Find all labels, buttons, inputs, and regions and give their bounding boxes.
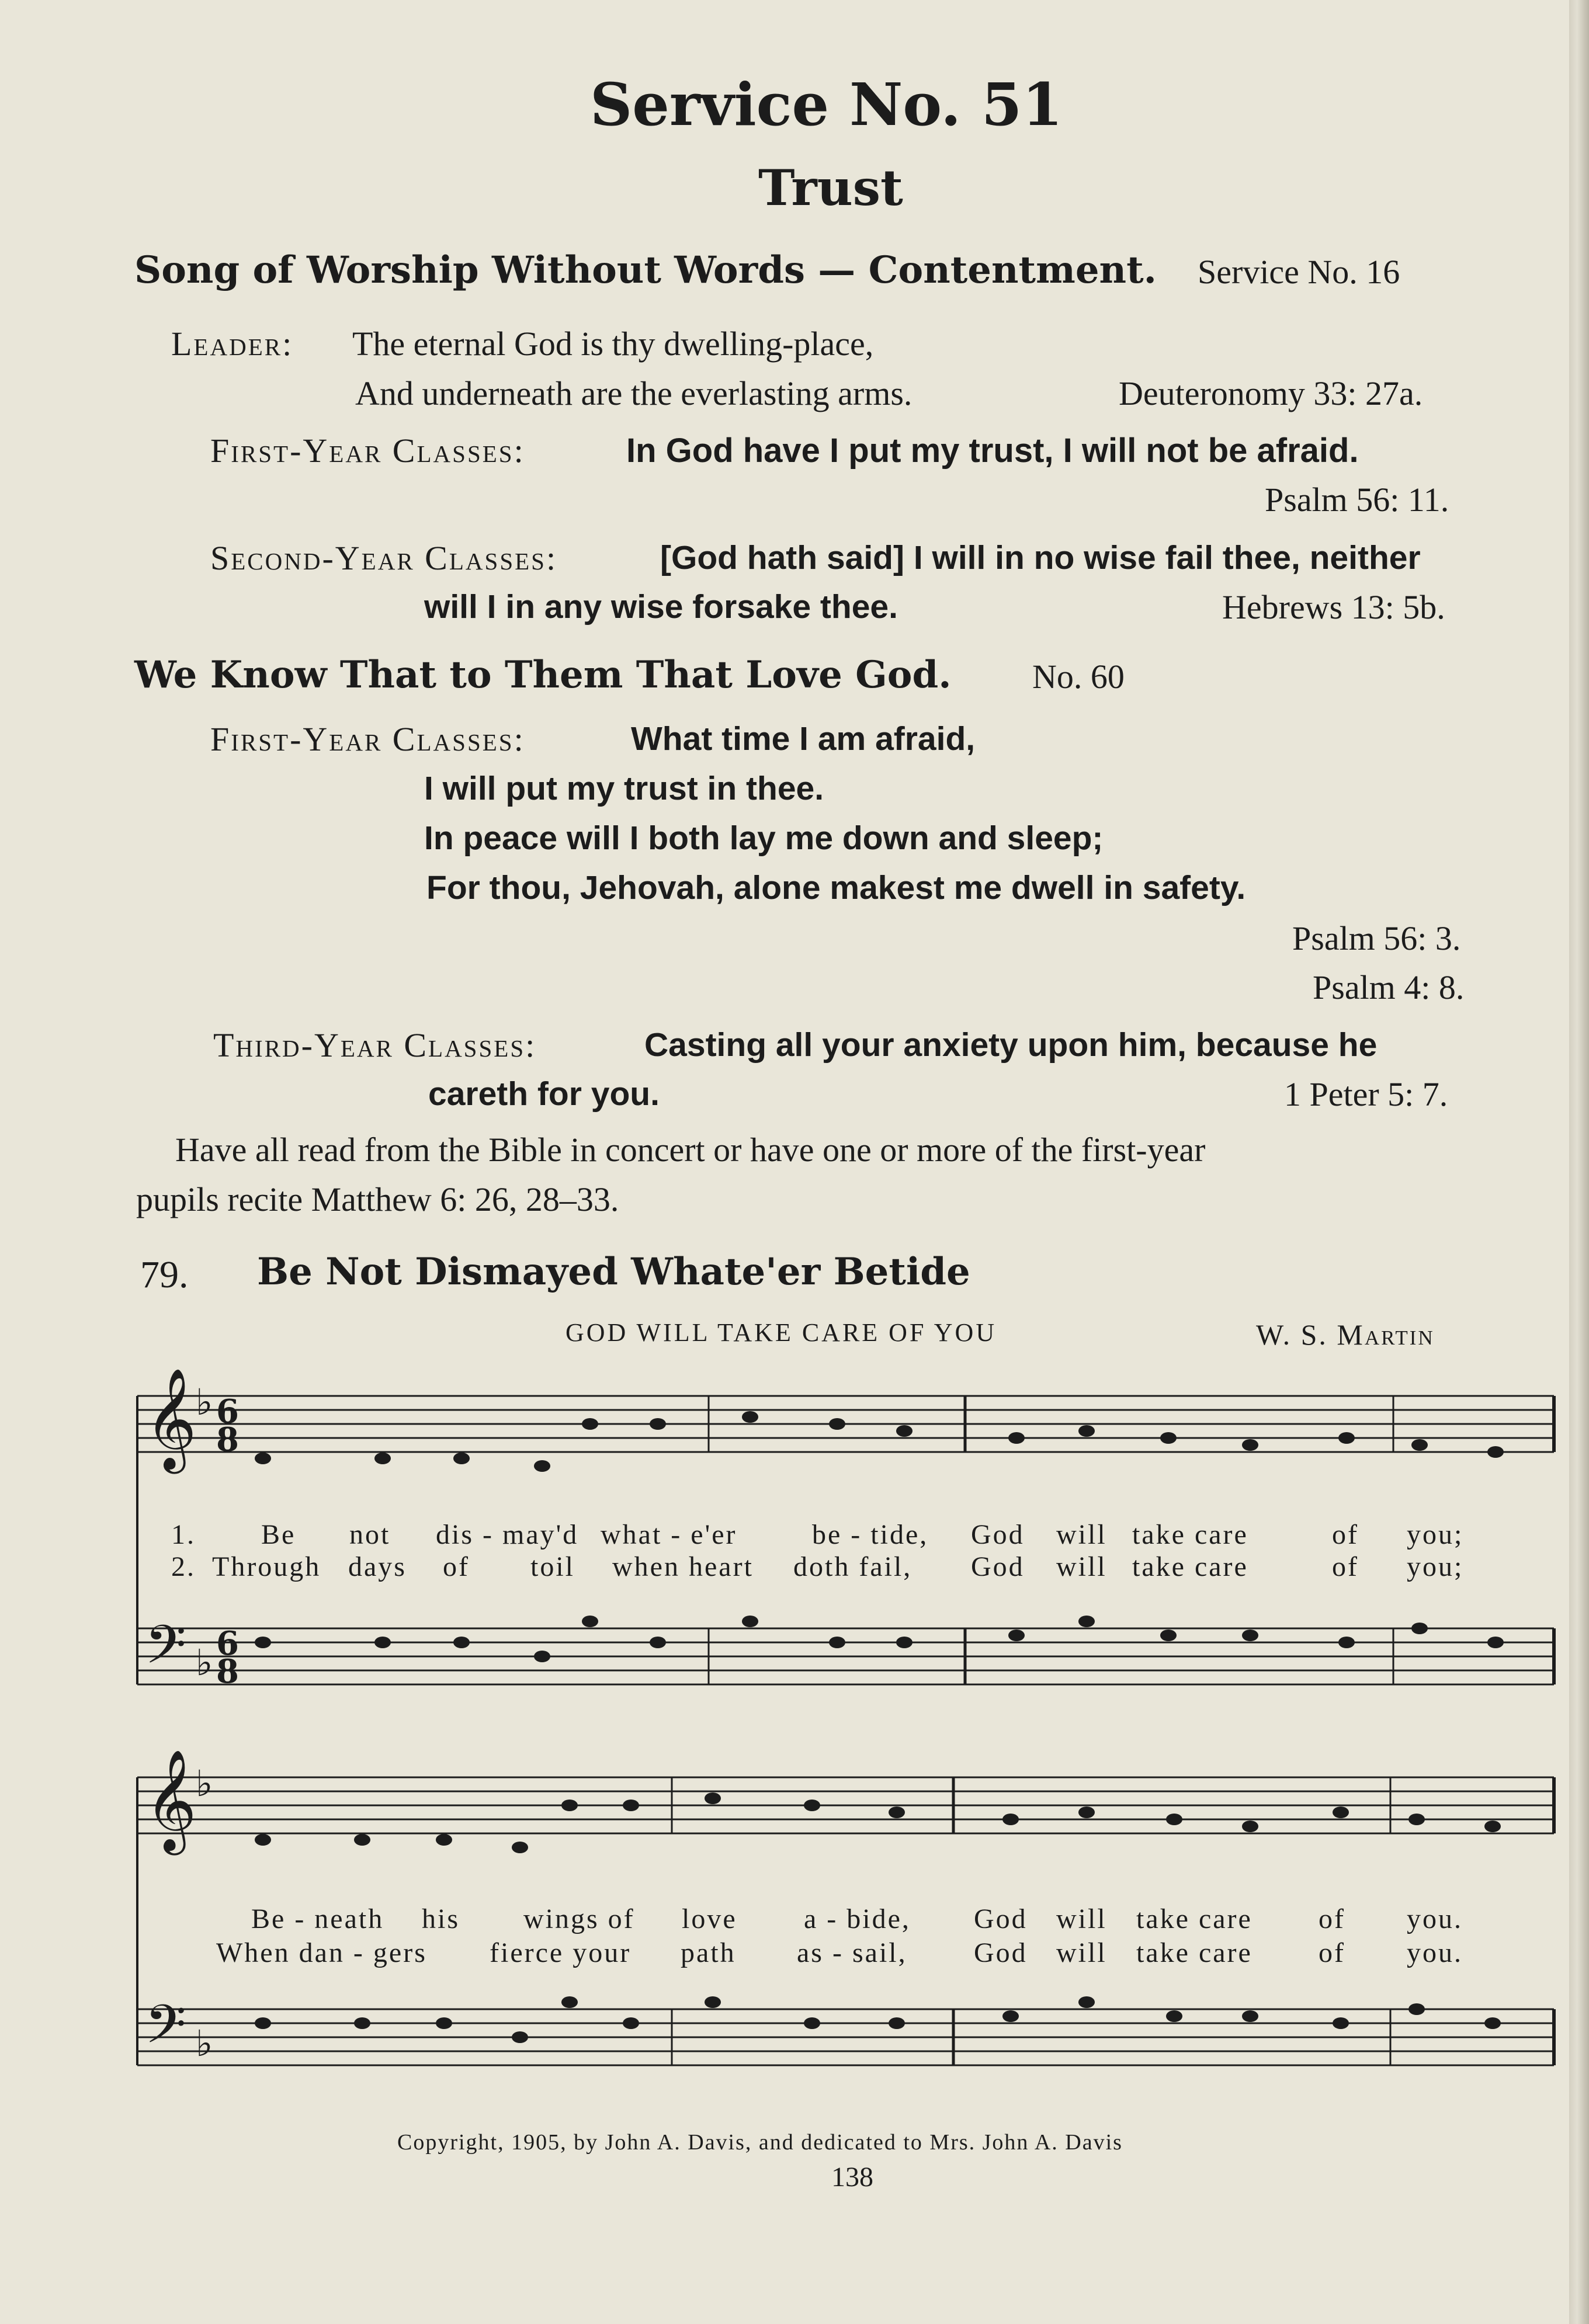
hymn-79-number: 79. [140, 1253, 189, 1296]
system-1-bass-staff [137, 1628, 1554, 1684]
bass-clef-1: 𝄢 [145, 1614, 186, 1689]
service-title: Service No. 51 [590, 70, 1063, 139]
system-1-treble-staff [137, 1396, 1554, 1452]
first-year-label-2: First-Year Classes: [210, 720, 525, 758]
system-2-treble-staff [137, 1777, 1554, 1833]
hymn-79-title: Be Not Dismayed Whate'er Betide [257, 1250, 970, 1294]
third-year-label: Third-Year Classes: [213, 1026, 537, 1064]
hymn-60-ref: No. 60 [1032, 658, 1125, 696]
bass-key-flat-2: ♭ [196, 2022, 213, 2065]
hymn-60-title: We Know That to Them That Love God. [134, 653, 952, 697]
second-year-line-1: [God hath said] I will in no wise fail thee, neither [660, 539, 1421, 576]
key-flat-2: ♭ [196, 1762, 213, 1805]
bass-key-flat-1: ♭ [196, 1641, 213, 1684]
time-sig-bottom: 8 [216, 1420, 239, 1459]
copyright: Copyright, 1905, by John A. Davis, and dedicated to Mrs. John A. Davis [397, 2130, 1123, 2155]
reading-line-3: In peace will I both lay me down and sleep; [424, 819, 1104, 857]
song-of-worship-title: Song of Worship Without Words — Contentment. [134, 248, 1157, 292]
time-sig-top: 6 [216, 1392, 239, 1431]
song-of-worship-ref: Service No. 16 [1198, 253, 1400, 291]
leader-line-2: And underneath are the everlasting arms. [355, 374, 913, 412]
reading-ref-1: Psalm 56: 3. [1292, 919, 1461, 957]
second-year-line-2: will I in any wise forsake thee. [424, 588, 898, 626]
first-year-label: First-Year Classes: [210, 432, 525, 470]
bass-time-sig-bottom: 8 [216, 1652, 239, 1691]
bass-time-sig-top: 6 [216, 1624, 239, 1663]
first-year-text: In God have I put my trust, I will not be afraid. [626, 432, 1359, 470]
instruction-line-2: pupils recite Matthew 6: 26, 28–33. [136, 1180, 619, 1218]
reading-ref-2: Psalm 4: 8. [1313, 968, 1465, 1006]
hymn-79-composer: W. S. Martin [1256, 1318, 1435, 1351]
treble-clef-1: 𝄞 [145, 1368, 197, 1470]
leader-ref: Deuteronomy 33: 27a. [1119, 374, 1423, 412]
reading-line-2: I will put my trust in thee. [424, 770, 824, 807]
second-year-ref: Hebrews 13: 5b. [1222, 588, 1445, 626]
third-year-line-1: Casting all your anxiety upon him, because he [644, 1026, 1378, 1064]
leader-label: Leader: [171, 325, 294, 363]
hymn-79-subtitle: GOD WILL TAKE CARE OF YOU [565, 1318, 997, 1347]
third-year-ref: 1 Peter 5: 7. [1284, 1075, 1448, 1113]
second-year-label: Second-Year Classes: [210, 539, 558, 577]
key-flat-1: ♭ [196, 1381, 213, 1423]
first-year-ref: Psalm 56: 11. [1265, 481, 1449, 519]
treble-clef-2: 𝄞 [145, 1749, 197, 1851]
page-number: 138 [831, 2162, 873, 2193]
third-year-line-2: careth for you. [428, 1075, 660, 1113]
service-theme: Trust [758, 159, 903, 217]
instruction-line-1: Have all read from the Bible in concert or have one or more of the first-year [175, 1131, 1206, 1169]
leader-line-1: The eternal God is thy dwelling-place, [352, 325, 874, 363]
reading-line-1: What time I am afraid, [631, 720, 976, 758]
reading-line-4: For thou, Jehovah, alone makest me dwell in safety. [426, 869, 1246, 906]
bass-clef-2: 𝄢 [145, 1993, 186, 2068]
